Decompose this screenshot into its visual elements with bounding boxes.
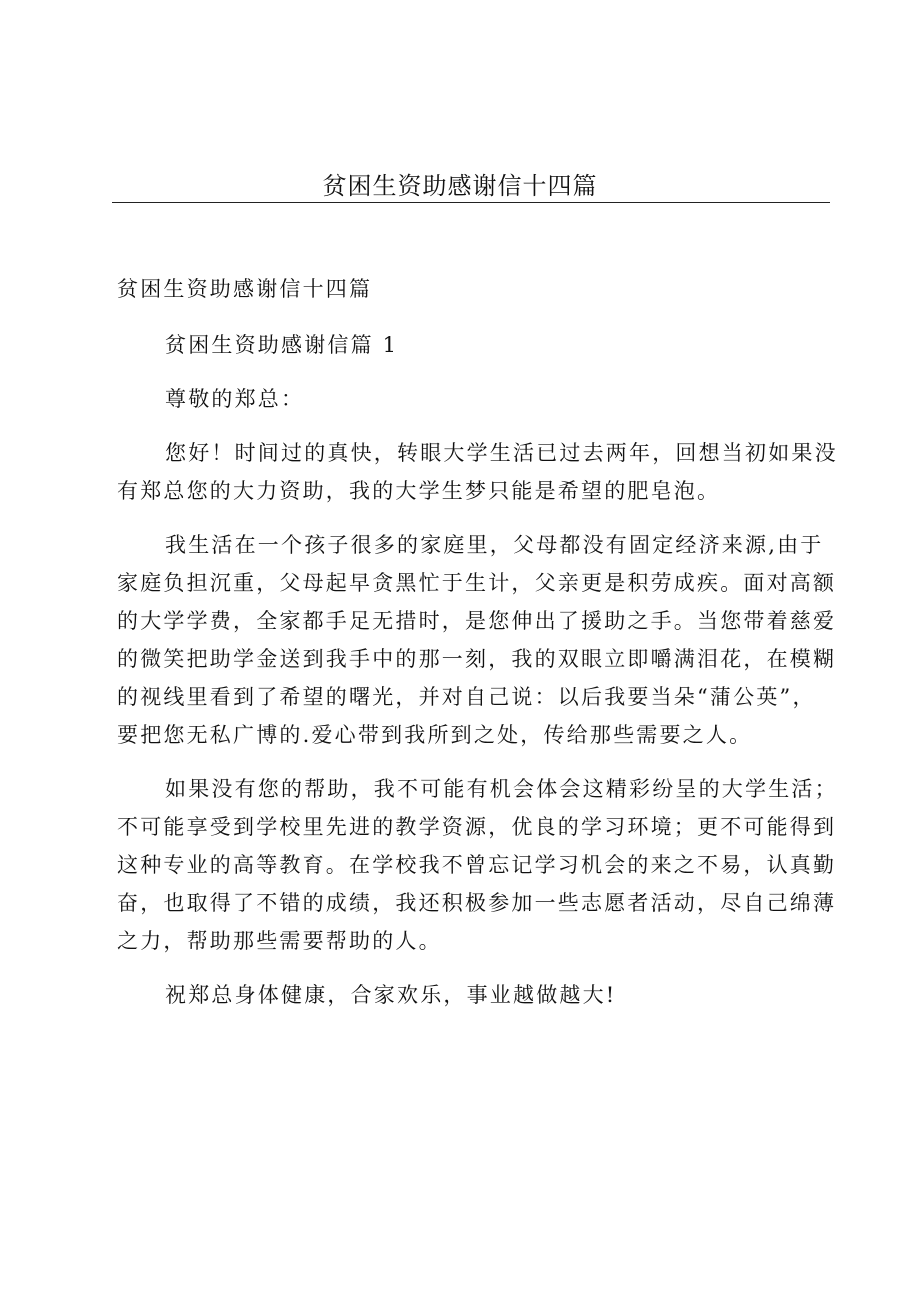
- paragraph-line: 要把您无私广博的.爱心带到我所到之处，传给那些需要之人。: [117, 723, 753, 747]
- section-heading: 贫困生资助感谢信篇 1: [165, 333, 399, 357]
- document-title: 贫困生资助感谢信十四篇: [117, 277, 373, 301]
- paragraph-line: 的大学学费，全家都手足无措时，是您伸出了援助之手。当您带着慈爱: [117, 609, 837, 633]
- paragraph-line: 有郑总您的大力资助，我的大学生梦只能是希望的肥皂泡。: [117, 479, 721, 503]
- page-header-title: 贫困生资助感谢信十四篇: [322, 172, 598, 200]
- header-divider: [112, 202, 830, 203]
- paragraph-line: 不可能享受到学校里先进的教学资源，优良的学习环境；更不可能得到: [117, 815, 837, 839]
- paragraph: [117, 434, 838, 510]
- paragraph-line: 我生活在一个孩子很多的家庭里，父母都没有固定经济来源,由于: [165, 533, 824, 557]
- paragraph-line: 如果没有您的帮助，我不可能有机会体会这精彩纷呈的大学生活；: [165, 777, 838, 801]
- document-body: [117, 270, 838, 1014]
- paragraph-line: 这种专业的高等教育。在学校我不曾忘记学习机会的来之不易，认真勤: [117, 853, 837, 877]
- paragraph-line: 的微笑把助学金送到我手中的那一刻，我的双眼立即嚼满泪花，在模糊: [117, 647, 837, 671]
- paragraph: [117, 770, 838, 960]
- paragraph-line: 您好！时间过的真快，转眼大学生活已过去两年，回想当初如果没: [165, 441, 838, 465]
- closing-line: 祝郑总身体健康，合家欢乐，事业越做越大!: [165, 983, 617, 1007]
- paragraph: [117, 526, 837, 754]
- paragraph-line: 奋，也取得了不错的成绩，我还积极参加一些志愿者活动，尽自己绵薄: [117, 891, 837, 915]
- salutation: 尊敬的郑总：: [165, 387, 305, 411]
- paragraph-line: 家庭负担沉重，父母起早贪黑忙于生计，父亲更是积劳成疾。面对高额: [117, 571, 837, 595]
- paragraph-line: 之力，帮助那些需要帮助的人。: [117, 929, 442, 953]
- paragraph-line: 的视线里看到了希望的曙光，并对自己说：以后我要当朵“蒲公英”，: [117, 685, 816, 709]
